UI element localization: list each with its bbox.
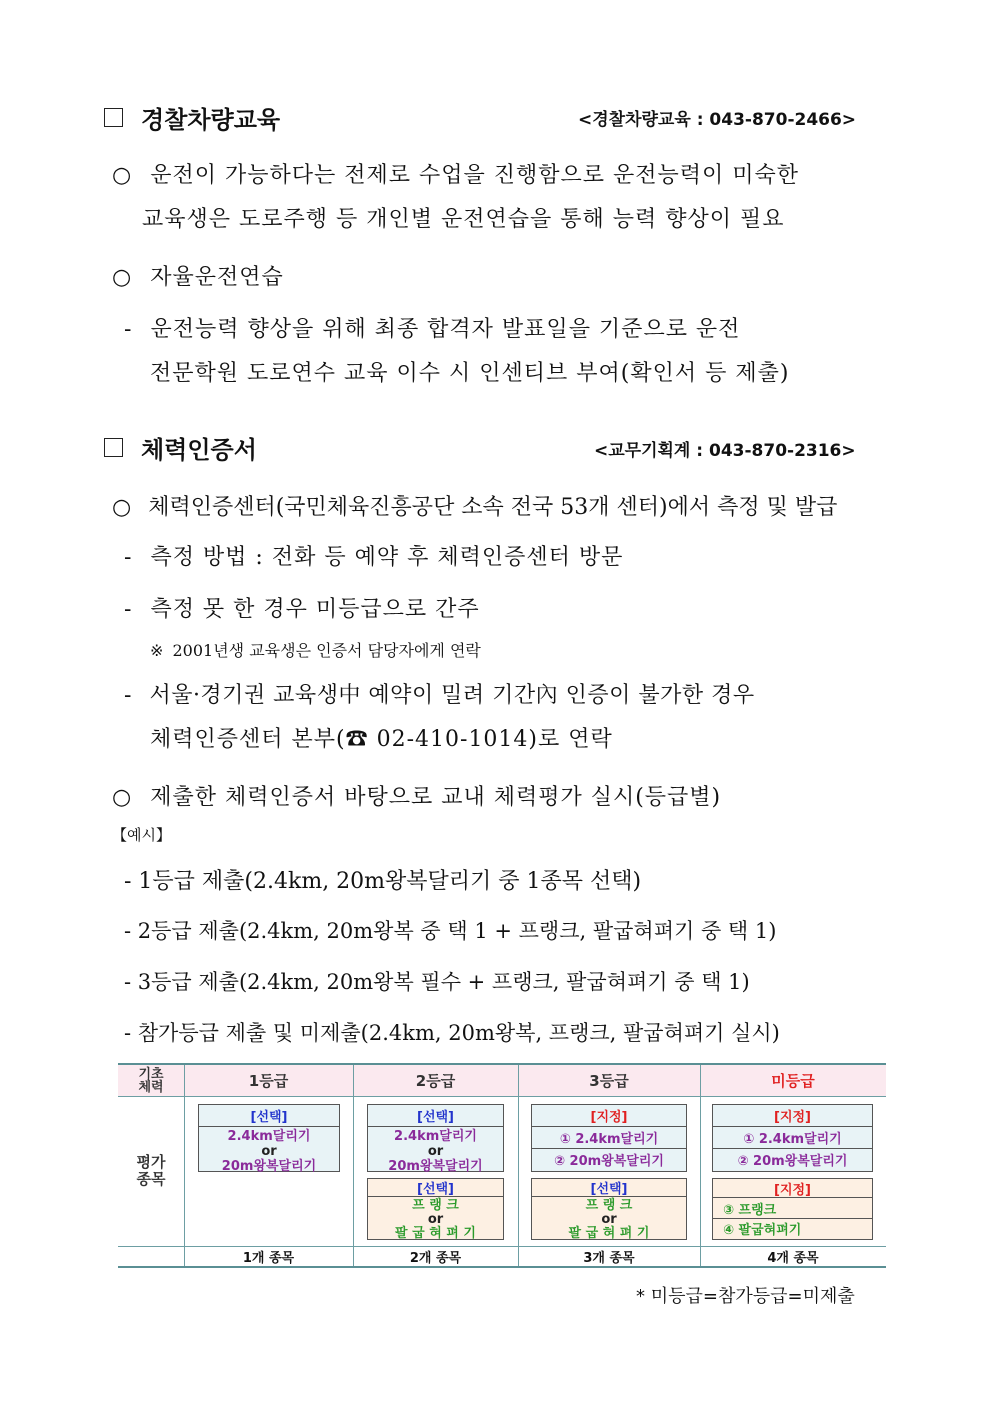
checkbox-square-icon [104, 108, 123, 127]
option-text: 2.4km달리기 [394, 1129, 477, 1144]
or-text: or [601, 1212, 617, 1227]
corner-header-line: 체력 [138, 1079, 164, 1095]
dash-text: 서울·경기권 교육생中 예약이 밀려 기간內 인증이 불가한 경우 [149, 683, 755, 708]
corner-header [118, 1065, 184, 1096]
dash-line [124, 592, 480, 623]
bullet-text: 제출한 체력인증서 바탕으로 교내 체력평가 실시(등급별) [150, 785, 722, 810]
option-text: ③ 프랭크 [713, 1198, 872, 1219]
example-line: - 2등급 제출(2.4km, 20m왕복 중 택 1 + 프랭크, 팔굽혀펴기 중 택 1) [124, 919, 777, 943]
dash-bullet: - [124, 683, 132, 708]
bullet-text: 자율운전연습 [150, 265, 284, 290]
bullet-line [112, 780, 721, 811]
checkbox-square-icon [104, 438, 123, 457]
option-text: ④ 팔굽혀펴기 [723, 1223, 802, 1238]
option-text: 20m왕복달리기 [388, 1159, 483, 1174]
option-text: 프 랭 크 [585, 1198, 633, 1213]
option-text: 20m왕복달리기 [221, 1159, 317, 1174]
or-text: or [427, 1212, 444, 1227]
bullet-line [112, 158, 799, 189]
ungraded-header: 미등급 [771, 1072, 815, 1090]
section-contact: <경찰차량교육 : 043-870-2466> [578, 110, 857, 130]
grade-2-header: 2등급 [415, 1072, 456, 1090]
box-tag: [지정] [532, 1105, 686, 1127]
section-contact: <교무기획계 : 043-870-2316> [594, 441, 856, 461]
grade-3-box-running [531, 1104, 687, 1172]
grade-2-box-strength [367, 1178, 504, 1240]
example-line: - 참가등급 제출 및 미제출(2.4km, 20m왕복, 프랭크, 팔굽혀펴기 실시) [124, 1021, 780, 1045]
option-text: 팔 굽 혀 펴 기 [568, 1226, 650, 1241]
option-text: ② 20m왕복달리기 [737, 1154, 848, 1169]
option-text: 팔 굽 혀 펴 기 [395, 1226, 476, 1241]
box-tag: [지정] [713, 1179, 872, 1198]
circle-bullet-icon: ○ [112, 785, 133, 810]
footnote: * 미등급=참가등급=미제출 [636, 1286, 855, 1307]
note-text: 2001년생 교육생은 인증서 담당자에게 연락 [172, 641, 481, 660]
section-heading-police-vehicle [104, 100, 280, 135]
box-tag: [선택] [199, 1105, 339, 1127]
example-line: - 3등급 제출(2.4km, 20m왕복 필수 + 프랭크, 팔굽혀펴기 중 택 1) [124, 970, 750, 994]
dash-bullet: - [124, 545, 133, 570]
grade-1-box [198, 1104, 340, 1172]
dash-text: 운전능력 향상을 위해 최종 합격자 발표일을 기준으로 운전 [150, 317, 741, 342]
option-text: 2.4km달리기 [227, 1129, 311, 1144]
corner-header-line: 기초 [138, 1066, 164, 1082]
or-text: or [427, 1144, 444, 1159]
option-text: ① 2.4km달리기 [713, 1127, 872, 1149]
grade-1-count: 1개 종목 [242, 1251, 295, 1266]
example-tag: 【예시】 [112, 826, 171, 844]
grade-1-header: 1등급 [248, 1072, 289, 1090]
option-text: 프 랭 크 [412, 1198, 459, 1213]
box-tag: [지정] [713, 1105, 872, 1127]
fitness-grade-table [118, 1063, 886, 1268]
dash-line [124, 678, 755, 709]
section-title: 체력인증서 [141, 436, 257, 464]
row-label-line: 평가 [136, 1153, 166, 1171]
example-line: - 1등급 제출(2.4km, 20m왕복달리기 중 1종목 선택) [124, 869, 642, 894]
section-heading-fitness-certificate [104, 430, 257, 465]
dash-text-cont: 체력인증센터 본부(☎ 02-410-1014)로 연락 [150, 727, 613, 752]
section-title: 경찰차량교육 [141, 106, 281, 134]
ungraded-count: 4개 종목 [767, 1251, 819, 1266]
grade-3-count: 3개 종목 [583, 1251, 635, 1266]
box-tag: [선택] [532, 1179, 686, 1197]
grade-3-header: 3등급 [589, 1072, 629, 1090]
bullet-line [112, 260, 284, 291]
reference-mark-icon: ※ [150, 641, 164, 660]
box-tag: [선택] [368, 1179, 503, 1197]
circle-bullet-icon: ○ [112, 265, 133, 290]
dash-text: 측정 방법 : 전화 등 예약 후 체력인증센터 방문 [150, 545, 624, 570]
option-text: ① 2.4km달리기 [532, 1127, 686, 1149]
grade-2-count: 2개 종목 [409, 1251, 462, 1266]
divider [118, 1096, 886, 1097]
dash-text-cont: 전문학원 도로연수 교육 이수 시 인센티브 부여(확인서 등 제출) [150, 361, 790, 386]
bullet-text: 운전이 가능하다는 전제로 수업을 진행함으로 운전능력이 미숙한 [150, 163, 799, 188]
circle-bullet-icon: ○ [112, 495, 132, 520]
note-line [150, 638, 481, 661]
ungraded-box-strength [712, 1178, 873, 1240]
dash-text: 측정 못 한 경우 미등급으로 간주 [150, 597, 480, 622]
bullet-text-cont: 교육생은 도로주행 등 개인별 운전연습을 통해 능력 향상이 필요 [142, 207, 785, 232]
option-text: ② 20m왕복달리기 [554, 1154, 664, 1169]
or-text: or [261, 1144, 277, 1159]
circle-bullet-icon: ○ [112, 163, 133, 188]
grade-2-box-running [367, 1104, 504, 1172]
row-label [118, 1096, 184, 1246]
grade-3-box-strength [531, 1178, 687, 1240]
ungraded-box-running [712, 1104, 873, 1172]
bullet-line [112, 490, 837, 521]
dash-bullet: - [124, 317, 133, 342]
dash-line [124, 312, 740, 343]
row-label-line: 종목 [136, 1170, 166, 1188]
dash-bullet: - [124, 597, 133, 622]
bullet-text: 체력인증센터(국민체육진흥공단 소속 전국 53개 센터)에서 측정 및 발급 [148, 495, 838, 520]
box-tag: [선택] [368, 1105, 503, 1127]
dash-line [124, 540, 623, 571]
